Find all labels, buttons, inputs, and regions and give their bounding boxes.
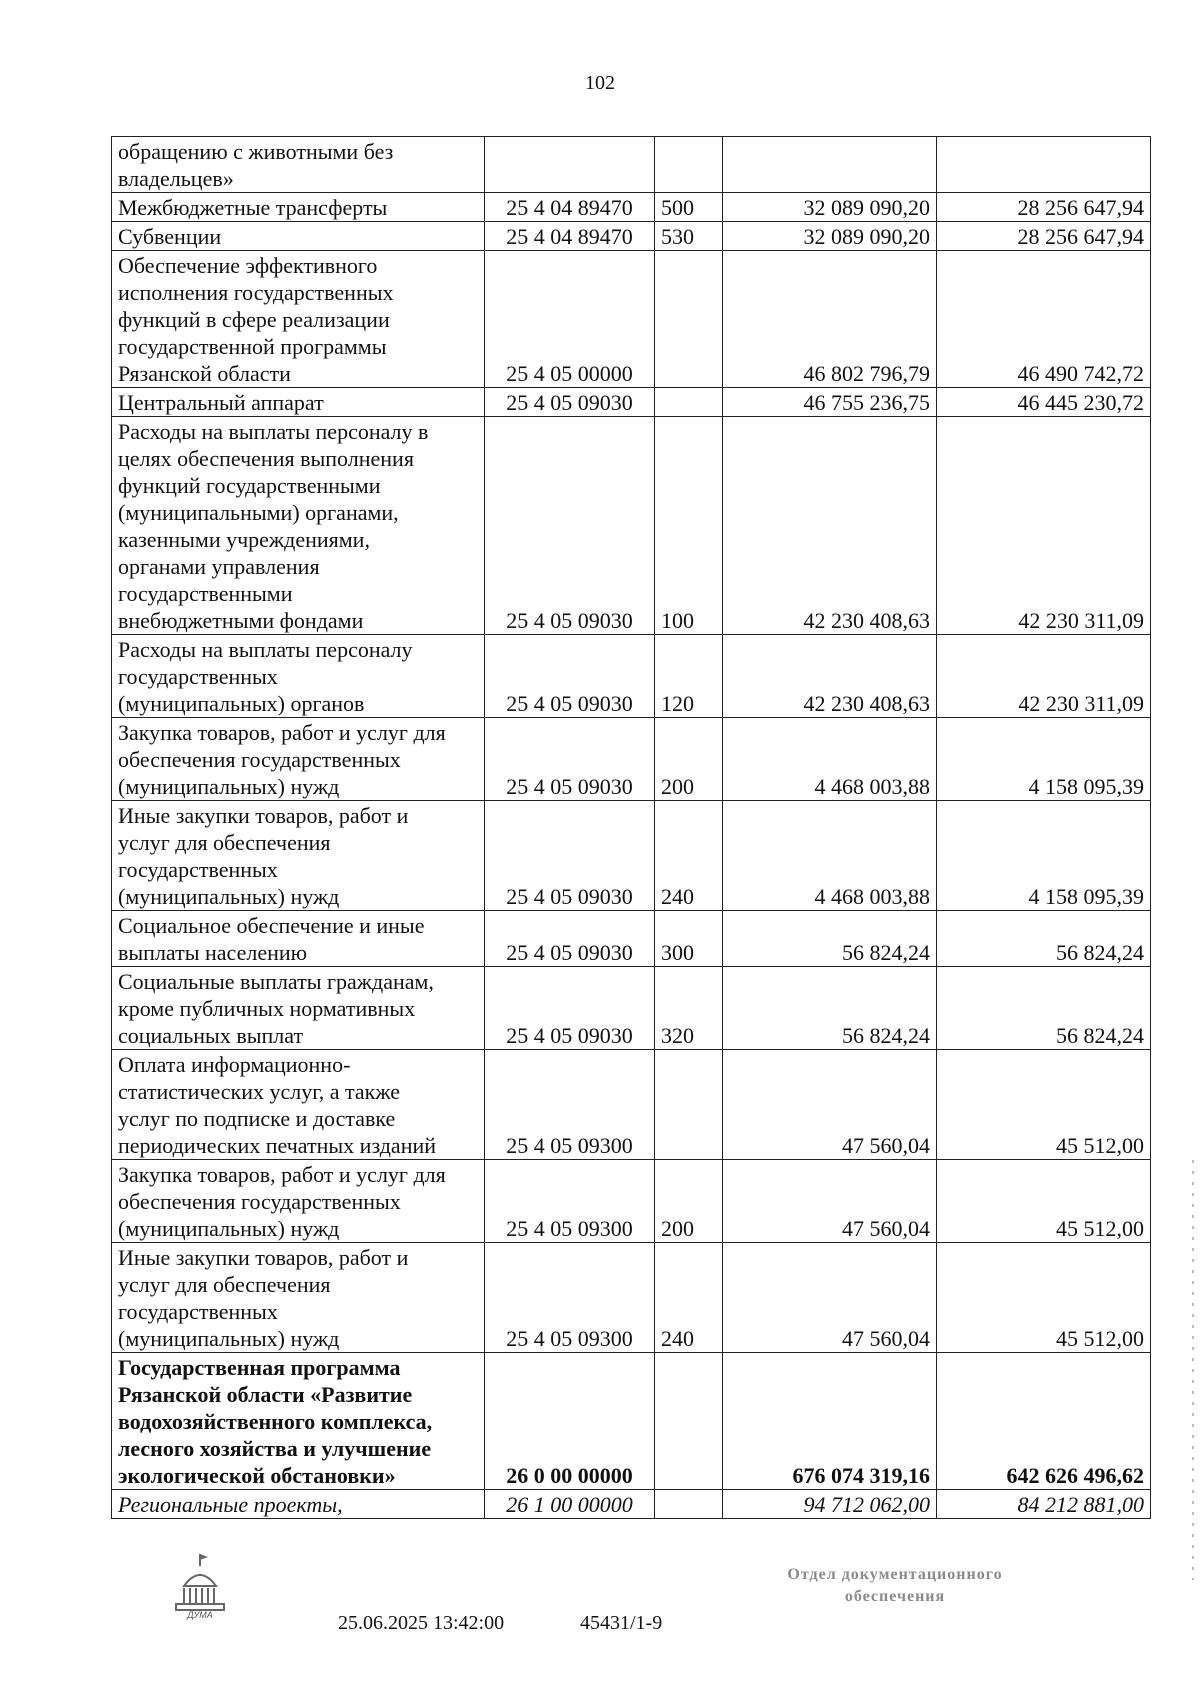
row-name-cell: Закупка товаров, работ и услуг для обеспечения государственных (муниципальных) нужд: [112, 1160, 485, 1243]
duma-logo-text: ДУМА: [187, 1610, 213, 1620]
row-code-cell: 25 4 05 09030: [485, 911, 655, 967]
table-row: [112, 251, 1151, 388]
row-vr-cell: [655, 251, 723, 388]
table-row: [112, 222, 1151, 251]
row-name-cell: Центральный аппарат: [112, 388, 485, 417]
row-name-cell: Расходы на выплаты персоналу государственных (муниципальных) органов: [112, 635, 485, 718]
stamp-line-2: обеспечения: [844, 1588, 946, 1605]
row-value-2024-cell: 4 468 003,88: [723, 801, 937, 911]
row-name-cell: Социальные выплаты гражданам, кроме публичных нормативных социальных выплат: [112, 967, 485, 1050]
row-vr-cell: 120: [655, 635, 723, 718]
row-value-2025-cell: 4 158 095,39: [937, 801, 1151, 911]
footer-date: 25.06.2025 13:42:00: [338, 1612, 505, 1634]
row-name-cell: Государственная программа Рязанской области «Развитие водохозяйственного комплекса, лесного хозяйства и улучшение экологической обстановки»: [112, 1353, 485, 1490]
row-code-cell: 26 1 00 00000: [485, 1490, 655, 1519]
row-value-2025-cell: 28 256 647,94: [937, 193, 1151, 222]
row-code-cell: 25 4 05 09030: [485, 635, 655, 718]
row-name-cell: Субвенции: [112, 222, 485, 251]
row-code-cell: 25 4 05 09030: [485, 967, 655, 1050]
table-row: [112, 1243, 1151, 1353]
table-row: [112, 635, 1151, 718]
row-value-2024-cell: 676 074 319,16: [723, 1353, 937, 1490]
row-value-2025-cell: 45 512,00: [937, 1050, 1151, 1160]
table-row: [112, 801, 1151, 911]
department-stamp: [745, 1564, 1045, 1608]
row-vr-cell: 240: [655, 801, 723, 911]
row-code-cell: 26 0 00 00000: [485, 1353, 655, 1490]
table-row: [112, 1353, 1151, 1490]
table-row: [112, 1050, 1151, 1160]
duma-logo: [170, 1552, 230, 1620]
table-row: [112, 967, 1151, 1050]
row-code-cell: 25 4 05 09300: [485, 1160, 655, 1243]
table-row: [112, 718, 1151, 801]
row-vr-cell: [655, 1490, 723, 1519]
row-code-cell: [485, 137, 655, 193]
row-name-cell: Иные закупки товаров, работ и услуг для обеспечения государственных (муниципальных) нужд: [112, 1243, 485, 1353]
row-value-2024-cell: 47 560,04: [723, 1160, 937, 1243]
row-code-cell: 25 4 05 09300: [485, 1243, 655, 1353]
row-vr-cell: 500: [655, 193, 723, 222]
table-row: [112, 1490, 1151, 1519]
row-value-2025-cell: 46 490 742,72: [937, 251, 1151, 388]
row-value-2024-cell: 32 089 090,20: [723, 222, 937, 251]
row-value-2025-cell: 45 512,00: [937, 1160, 1151, 1243]
row-value-2024-cell: 46 802 796,79: [723, 251, 937, 388]
table-row: [112, 911, 1151, 967]
row-code-cell: 25 4 05 00000: [485, 251, 655, 388]
row-value-2024-cell: 46 755 236,75: [723, 388, 937, 417]
row-value-2024-cell: 42 230 408,63: [723, 417, 937, 635]
row-value-2024-cell: 42 230 408,63: [723, 635, 937, 718]
row-name-cell: Социальное обеспечение и иные выплаты населению: [112, 911, 485, 967]
row-code-cell: 25 4 05 09030: [485, 388, 655, 417]
row-value-2025-cell: 56 824,24: [937, 967, 1151, 1050]
row-value-2024-cell: [723, 137, 937, 193]
row-name-cell: Расходы на выплаты персоналу в целях обеспечения выполнения функций государственными (муниципальными) органами, казенными учреждениями, органами управления государственными внебюджетными фондами: [112, 417, 485, 635]
row-value-2025-cell: 42 230 311,09: [937, 635, 1151, 718]
row-code-cell: 25 4 04 89470: [485, 222, 655, 251]
row-code-cell: 25 4 05 09030: [485, 417, 655, 635]
budget-table: [111, 136, 1151, 1519]
table-row: [112, 193, 1151, 222]
row-code-cell: 25 4 05 09030: [485, 718, 655, 801]
row-value-2024-cell: 47 560,04: [723, 1243, 937, 1353]
table-row: [112, 417, 1151, 635]
row-vr-cell: [655, 1353, 723, 1490]
row-value-2024-cell: 32 089 090,20: [723, 193, 937, 222]
row-vr-cell: 200: [655, 1160, 723, 1243]
row-value-2025-cell: [937, 137, 1151, 193]
row-value-2025-cell: 28 256 647,94: [937, 222, 1151, 251]
row-value-2025-cell: 45 512,00: [937, 1243, 1151, 1353]
row-name-cell: Оплата информационно- статистических услуг, а также услуг по подписке и доставке периодических печатных изданий: [112, 1050, 485, 1160]
row-vr-cell: [655, 388, 723, 417]
row-value-2024-cell: 56 824,24: [723, 911, 937, 967]
row-vr-cell: 530: [655, 222, 723, 251]
row-vr-cell: 320: [655, 967, 723, 1050]
row-value-2024-cell: 4 468 003,88: [723, 718, 937, 801]
table-row: [112, 388, 1151, 417]
row-vr-cell: 100: [655, 417, 723, 635]
row-value-2025-cell: 84 212 881,00: [937, 1490, 1151, 1519]
row-name-cell: Закупка товаров, работ и услуг для обеспечения государственных (муниципальных) нужд: [112, 718, 485, 801]
row-code-cell: 25 4 05 09030: [485, 801, 655, 911]
row-value-2025-cell: 46 445 230,72: [937, 388, 1151, 417]
row-name-cell: Межбюджетные трансферты: [112, 193, 485, 222]
row-name-cell: Региональные проекты,: [112, 1490, 485, 1519]
row-name-cell: Иные закупки товаров, работ и услуг для обеспечения государственных (муниципальных) нужд: [112, 801, 485, 911]
row-value-2025-cell: 56 824,24: [937, 911, 1151, 967]
row-vr-cell: 240: [655, 1243, 723, 1353]
table-row: [112, 1160, 1151, 1243]
row-value-2024-cell: 94 712 062,00: [723, 1490, 937, 1519]
stamp-line-1: Отдел документационного: [787, 1566, 1003, 1583]
row-value-2025-cell: 642 626 496,62: [937, 1353, 1151, 1490]
row-value-2025-cell: 42 230 311,09: [937, 417, 1151, 635]
row-vr-cell: [655, 1050, 723, 1160]
footer-doc-number: 45431/1-9: [580, 1612, 663, 1634]
row-vr-cell: [655, 137, 723, 193]
row-value-2024-cell: 47 560,04: [723, 1050, 937, 1160]
page-number: 102: [585, 72, 615, 94]
row-code-cell: 25 4 04 89470: [485, 193, 655, 222]
table-row: [112, 137, 1151, 193]
scan-artifact: [1192, 1160, 1194, 1580]
row-value-2024-cell: 56 824,24: [723, 967, 937, 1050]
row-name-cell: обращению с животными без владельцев»: [112, 137, 485, 193]
row-value-2025-cell: 4 158 095,39: [937, 718, 1151, 801]
budget-table-body: [112, 137, 1151, 1519]
row-vr-cell: 300: [655, 911, 723, 967]
row-name-cell: Обеспечение эффективного исполнения государственных функций в сфере реализации государственной программы Рязанской области: [112, 251, 485, 388]
row-vr-cell: 200: [655, 718, 723, 801]
row-code-cell: 25 4 05 09300: [485, 1050, 655, 1160]
